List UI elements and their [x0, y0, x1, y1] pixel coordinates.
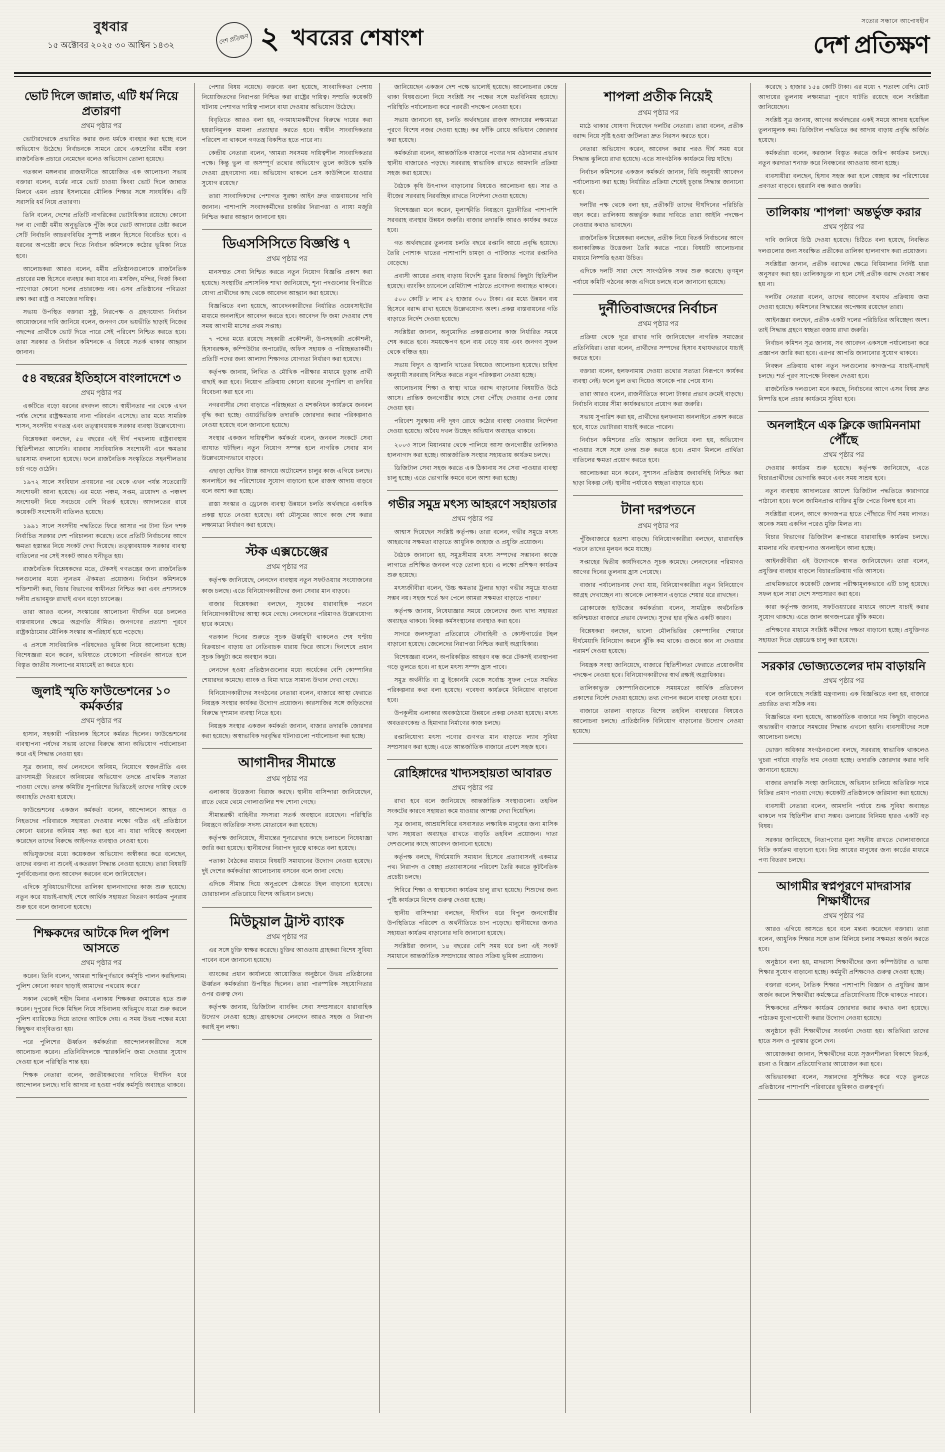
paragraph: মাঠে থাকার ঘোষণা দিয়েছেন দলটির নেতারা। তারা বলেন, প্রতীক বরাদ্দ নিয়ে সৃষ্টি হওয়া জটিলতা দ্রুত নিরসন করতে হবে।: [572, 122, 744, 140]
paragraph: ৫০০ কোটি ৮ লাখ ৫২ হাজার ৩০০ টাকা। এর মধ্যে উন্নয়ন ব্যয় হিসেবে বরাদ্দ রাখা হয়েছে উল্লেখযোগ্য অংশ। প্রকল্প বাস্তবায়নের গতি বাড়াতে নির্দেশ দেওয়া হয়েছে।: [387, 295, 558, 323]
article-byline: প্রথম পৃষ্ঠার পর: [266, 255, 308, 264]
paragraph: কর্তৃপক্ষ জানিয়েছে, সীমান্তের শূন্যরেখার কাছে চলাচলে নিষেধাজ্ঞা জারি করা হয়েছে। স্থানীয়দের নিরাপদ দূরত্বে থাকতে বলা হয়েছে।: [201, 835, 373, 853]
article-headline[interactable]: শাপলা প্রতীক নিয়েই: [604, 89, 712, 104]
article-headline[interactable]: জুলাই স্মৃতি ফাউন্ডেশনের ১০ কর্মকর্তার: [31, 684, 171, 714]
article-byline: প্রথম পৃষ্ঠার পর: [823, 676, 865, 685]
paragraph: দেওয়ার কার্যক্রম শুরু হয়েছে। কর্তৃপক্ষ জানিয়েছে, এতে বিচারপ্রার্থীদের ভোগান্তি কমবে এবং সময় সাশ্রয় হবে।: [758, 465, 929, 483]
article: [202, 83, 373, 230]
paragraph: ব্যবসায়ী নেতারা বলেন, আমদানি পর্যায়ে শুল্ক সুবিধা অব্যাহত থাকলে দাম স্থিতিশীল রাখা সম্ভব। ডলারের বিনিময় হারও একটি বড় বিষয়।: [758, 803, 929, 831]
paragraph: তারা সাংবাদিকদের পেশাগত সুরক্ষা আইন দ্রুত বাস্তবায়নের দাবি জানান। পাশাপাশি সংবাদকর্মীদের চাকরির নিরাপত্তা ও ন্যায্য মজুরি নিশ্চিত করার আহ্বান জানানো হয়।: [201, 193, 373, 221]
paragraph: এ প্রসঙ্গে সাংবিধানিক পরিষদেরও ভূমিকা নিয়ে আলোচনা হচ্ছে। বিশেষজ্ঞরা মনে করেন, ভবিষ্যতে যেকোনো পরিবর্তন আনতে হলে বিস্তৃত জাতীয় সংলাপের মাধ্যমেই তা করতে হবে।: [16, 642, 187, 670]
paragraph: ব্যবসায়ীরা বলছেন, হিসাব সহজ করা হলে স্বেচ্ছায় কর পরিশোধের প্রবণতা বাড়বে। হয়রানি বন্ধ করাও জরুরি।: [758, 173, 929, 191]
masthead-logo-block: [699, 14, 929, 67]
paragraph: সমুদ্র অর্থনীতি বা ব্লু ইকোনমি থেকে সর্বোচ্চ সুফল পেতে সমন্বিত পরিকল্পনার কথা বলা হয়েছে। গবেষণা কার্যক্রমে বিনিয়োগ বাড়ানো হবে।: [387, 677, 558, 705]
paragraph: গতকাল মঙ্গলবার রাজধানীতে আয়োজিত এক আলোচনা সভায় বক্তারা বলেন, ধর্মের নামে ভোট চাওয়া কিংবা ভোট দিলে জান্নাত মিলবে এমন প্রচার ইসলামের মৌলিক শিক্ষার সঙ্গে সাংঘর্ষিক। এটি সরাসরি ধর্ম নিয়ে প্রতারণা।: [16, 169, 187, 207]
article-byline: প্রথম পৃষ্ঠার পর: [266, 563, 308, 572]
paragraph: আশ্বাস দিয়েছেন সংশ্লিষ্ট কর্তৃপক্ষ। তারা বলেন, গভীর সমুদ্রে মৎস্য আহরণের সক্ষমতা বাড়াতে আধুনিক জাহাজ ও প্রযুক্তি প্রয়োজন।: [387, 528, 558, 546]
paragraph: গতকাল দিনের শুরুতে সূচক ঊর্ধ্বমুখী থাকলেও শেষ ঘণ্টায় বিক্রয়চাপ বাড়ায় তা নেতিবাচক ধারায় ফিরে আসে। দিনশেষে প্রধান সূচক কিছুটা কমে অবস্থান করে।: [201, 633, 373, 661]
logo-tagline: সত্যের সন্ধানে আপোষহীন: [861, 19, 929, 25]
article-separator: [202, 1039, 373, 1040]
article-headline[interactable]: আগামীর স্বপ্নপূরণে মাদরাসার শিক্ষার্থীদের: [776, 878, 911, 908]
article: [758, 879, 929, 1101]
paragraph: প্রক্রিয়া থেকে দূরে রাখার দাবি জানিয়েছেন নাগরিক সমাজের প্রতিনিধিরা। তারা বলেন, প্রার্থীদের সম্পদের হিসাব যথাযথভাবে যাচাই করতে হবে।: [572, 334, 744, 362]
article-byline: প্রথম পৃষ্ঠার পর: [80, 717, 122, 726]
paragraph: আইনজীবীরা এই উদ্যোগকে স্বাগত জানিয়েছেন। তারা বলেন, প্রযুক্তির ব্যবহার বাড়লে বিচারপ্রক্রিয়ায় গতি আসবে।: [758, 557, 929, 575]
article: [387, 766, 558, 970]
article-byline: প্রথম পৃষ্ঠার পর: [637, 521, 679, 530]
section-title: খবরের শেষাংশ: [291, 25, 424, 50]
article-body: [573, 122, 744, 288]
paragraph: আলোচকরা আরও বলেন, ধর্মীয় প্রতিষ্ঠানগুলোকে রাজনৈতিক প্রচারের মঞ্চ হিসেবে ব্যবহার করা যাবে না। মসজিদ, মন্দির, গির্জা কিংবা প্যাগোডা কোনো দলের প্রচারকেন্দ্র নয়। এসব প্রতিষ্ঠানের পবিত্রতা রক্ষা করা রাষ্ট্র ও সমাজের দায়িত্ব।: [16, 265, 187, 303]
paragraph: ৭ পদের মধ্যে রয়েছে সহকারী প্রকৌশলী, উপসহকারী প্রকৌশলী, হিসাবরক্ষক, কম্পিউটার অপারেটর, অফিস সহায়ক ও পরিচ্ছন্নতাকর্মী। প্রতিটি পদের জন্য আলাদা শিক্ষাগত যোগ্যতা নির্ধারণ করা হয়েছে।: [201, 335, 373, 363]
paragraph: বলে জানিয়েছে সংশ্লিষ্ট মন্ত্রণালয়। এক বিজ্ঞপ্তিতে বলা হয়, বাজারে প্রচারিত তথ্য সঠিক নয়।: [758, 690, 929, 708]
article-byline: প্রথম পৃষ্ঠার পর: [80, 122, 122, 130]
paragraph: নেতারা অভিযোগ করেন, আবেদন করার পরও দীর্ঘ সময় ধরে সিদ্ধান্ত ঝুলিয়ে রাখা হয়েছে। এতে সাংগঠনিক কার্যক্রমে বিঘ্ন ঘটছে।: [572, 145, 744, 164]
paragraph: সংশ্লিষ্টরা জানান, প্রতীক বরাদ্দের ক্ষেত্রে বিধিমালার নির্দিষ্ট ধারা অনুসরণ করা হয়। তালিকাভুক্ত না হলে সেই প্রতীক বরাদ্দ দেওয়া সম্ভব হয় না।: [758, 260, 929, 288]
paragraph: পতাকা বৈঠকের মাধ্যমে বিষয়টি সমাধানের উদ্যোগ নেওয়া হয়েছে। দুই দেশের কর্মকর্তারা আলোচনায় বসবেন বলে জানা গেছে।: [201, 858, 373, 876]
paragraph: বাজার তদারকি সংস্থা জানিয়েছে, অভিযান চালিয়ে অতিরিক্ত দামে বিক্রির প্রমাণ পাওয়া গেছে। কয়েকটি প্রতিষ্ঠানকে জরিমানা করা হয়েছে।: [758, 780, 929, 798]
paragraph: কর্মকর্তারা বলেন, করজাল বিস্তৃত করতে জরিপ কার্যক্রম চলছে। নতুন করদাতা শনাক্ত করে নিবন্ধনের আওতায় আনা হচ্ছে।: [758, 150, 929, 168]
article-byline: প্রথম পৃষ্ঠার পর: [823, 911, 865, 920]
paragraph: রাজনৈতিক বিশ্লেষকরা বলছেন, প্রতীক নিয়ে বিতর্ক নির্বাচনের আগে অনাকাঙ্ক্ষিত উত্তেজনা তৈরি করতে পারে। বিষয়টি আলোচনার মাধ্যমে নিষ্পত্তি হওয়া উচিত।: [572, 235, 744, 263]
paragraph: বক্তারা বলেন, নৈতিক শিক্ষার পাশাপাশি বিজ্ঞান ও প্রযুক্তির জ্ঞান অর্জন করলে শিক্ষার্থীরা কর্মক্ষেত্রে প্রতিযোগিতায় টিকে থাকতে পারবে।: [758, 981, 929, 999]
paragraph: নির্বাচন কমিশনের প্রতি আহ্বান জানিয়ে বলা হয়, অভিযোগ পাওয়ার সঙ্গে সঙ্গে তদন্ত শুরু করতে হবে। প্রমাণ মিললে প্রার্থিতা বাতিলের ক্ষমতা প্রয়োগ করতে হবে।: [572, 436, 744, 464]
article-headline[interactable]: স্টক এক্সচেঞ্জের: [245, 543, 329, 559]
paragraph: নতুন ব্যবস্থায় আদালতের আদেশ ডিজিটাল পদ্ধতিতে কারাগারে পাঠানো হবে। ফলে জামিনপ্রাপ্ত ব্যক্তির মুক্তি পেতে বিলম্ব হবে না।: [758, 488, 929, 506]
article-byline: প্রথম পৃষ্ঠার পর: [823, 451, 865, 460]
paragraph: বিজ্ঞপ্তিতে বলা হয়েছে, আন্তর্জাতিক বাজারে দাম কিছুটা বাড়লেও অভ্যন্তরীণ বাজারে সমন্বয়ের সিদ্ধান্ত এখনো হয়নি। ব্যবসায়ীদের সঙ্গে আলোচনা চলছে।: [758, 714, 929, 742]
paragraph: সূত্র জানায়, আশ্রয়শিবিরে বসবাসরত লক্ষাধিক মানুষের জন্য মাসিক খাদ্য সহায়তা অব্যাহত রাখতে বাড়তি তহবিল প্রয়োজন। দাতা দেশগুলোর কাছে আবেদন জানানো হয়েছে।: [387, 820, 558, 848]
paragraph: সভায় জানানো হয়, চলতি অর্থবছরের রাজস্ব আদায়ের লক্ষ্যমাত্রা পূরণে বিশেষ নজর দেওয়া হচ্ছে। কর ফাঁকি রোধে অভিযান জোরদার করা হয়েছে।: [387, 117, 558, 145]
article-separator: [758, 411, 929, 412]
article-separator: [202, 907, 373, 908]
article-separator: [573, 495, 744, 496]
paragraph: বাজারে তারল্য বাড়াতে বিশেষ তহবিল ব্যবহারের বিষয়েও আলোচনা চলছে। প্রাতিষ্ঠানিক বিনিয়োগ বাড়ানোর উদ্যোগ নেওয়া হয়েছে।: [572, 707, 744, 735]
masthead-rule-thick: [14, 72, 931, 74]
paragraph: শিক্ষকদের প্রশিক্ষণ কার্যক্রম জোরদার করার কথাও বলা হয়েছে। পাঠ্যক্রম যুগোপযোগী করার উদ্যোগ নেওয়া হয়েছে।: [758, 1005, 929, 1023]
paragraph: পেশার বিষয় নয়েছে। বক্তব্যে বলা হয়েছে, সাংবাদিকতা পেশায় নিয়োজিতদের নিরাপত্তা নিশ্চিত করা রাষ্ট্রের দায়িত্ব। সম্প্রতি কয়েকটি ঘটনায় পেশাগত দায়িত্ব পালনে বাধা দেওয়ার অভিযোগ উঠেছে।: [201, 84, 373, 112]
text-column: [380, 83, 566, 1413]
article-separator: [387, 759, 558, 760]
day-name: বুধবার: [93, 19, 129, 34]
article: [573, 89, 744, 295]
page-number: ২: [260, 22, 280, 55]
paragraph: ২০০৩ সালে মিয়ানমার থেকে পালিয়ে আসা জনগোষ্ঠীর তালিকাও হালনাগাদ করা হচ্ছে। আন্তর্জাতিক সংস্থার সহায়তায় কার্যক্রম চলছে।: [387, 441, 558, 459]
article-body: [202, 83, 373, 223]
paragraph: রাজনৈতিক দলগুলো মনে করছে, নির্বাচনের আগে এসব বিষয় দ্রুত নিষ্পত্তি হলে প্রচার কার্যক্রমে সুবিধা হবে।: [758, 386, 929, 404]
paragraph: রপ্তানিযোগ্য মৎস্য পণ্যের গুণগত মান বাড়াতে ল্যাব সুবিধা সম্প্রসারণ করা হচ্ছে। এতে আন্তর্জাতিক বাজারে প্রবেশ সহজ হবে।: [387, 733, 558, 751]
paragraph: নিবন্ধন প্রক্রিয়ায় থাকা নতুন দলগুলোর কাগজপত্র যাচাই-বাছাই চলছে। শর্ত পূরণ সাপেক্ষে নিবন্ধন দেওয়া হবে।: [758, 362, 929, 381]
paragraph: বাজার পর্যালোচনায় দেখা যায়, বিনিয়োগকারীরা নতুন বিনিয়োগে আগ্রহ দেখাচ্ছেন না। অনেকে লোকসান এড়াতে শেয়ার ধরে রাখছেন।: [572, 582, 744, 600]
article-body: [16, 402, 187, 671]
paragraph: এলাকায় উত্তেজনা বিরাজ করছে। স্থানীয় বাসিন্দারা জানিয়েছেন, রাতে থেমে থেমে গোলাগুলির শব্দ শোনা গেছে।: [201, 789, 373, 807]
paragraph: কর্তৃপক্ষ বলছে, দীর্ঘমেয়াদি সমাধান হিসেবে প্রত্যাবাসনই একমাত্র পথ। নিরাপদ ও স্বেচ্ছা প্রত্যাবাসনের পরিবেশ তৈরি করতে কূটনৈতিক প্রচেষ্টা চলছে।: [387, 853, 558, 881]
paragraph: কর্তৃপক্ষ জানিয়েছে, লেনদেন ব্যবস্থায় নতুন সফটওয়্যার সংযোজনের কাজ চলছে। এতে বিনিয়োগকারীদের জন্য সেবার মান বাড়বে।: [201, 577, 373, 595]
article-separator: [758, 652, 929, 653]
article-headline[interactable]: টানা দরপতনে: [621, 502, 696, 518]
paragraph: শিবিরে শিক্ষা ও স্বাস্থ্যসেবা কার্যক্রম চালু রাখা হয়েছে। শিশুদের জন্য পুষ্টি কার্যক্রমে বিশেষ গুরুত্ব দেওয়া হচ্ছে।: [387, 887, 558, 905]
column-grid: [14, 83, 931, 1413]
paragraph: অনুষ্ঠানে বলা হয়, মাদরাসা শিক্ষার্থীদের জন্য কম্পিউটার ও ভাষা শিক্ষার সুযোগ বাড়ানো হচ্ছে। কর্মমুখী প্রশিক্ষণেও গুরুত্ব দেওয়া হচ্ছে।: [758, 958, 929, 976]
paragraph: নগরবাসীর সেবা বাড়াতে পরিচ্ছন্নতা ও মশকনিধন কার্যক্রমে জনবল বৃদ্ধি করা হচ্ছে। ওয়ার্ডভিত্তিক তদারকি জোরদার করার পরিকল্পনাও নেওয়া হয়েছে বলে জানানো হয়েছে।: [201, 402, 373, 430]
article-separator: [202, 748, 373, 749]
paragraph: সকাল থেকেই শহীদ মিনার এলাকায় শিক্ষকরা জমায়েত হতে শুরু করেন। দুপুরের দিকে মিছিল নিয়ে সচিবালয় অভিমুখে যাত্রা শুরু করলে পুলিশ ব্যারিকেড দিয়ে তাদের আটকে দেয়। এ সময় উভয় পক্ষের মধ্যে কিছুক্ষণ বাগ্‌বিতণ্ডা হয়।: [16, 996, 187, 1034]
article: [16, 684, 187, 920]
paragraph: দলটির নেতারা বলেন, তাদের আবেদন যথাযথ প্রক্রিয়ায় জমা দেওয়া হয়েছে। কমিশনের সিদ্ধান্তের অপেক্ষায় রয়েছেন তারা।: [758, 293, 929, 311]
paragraph: উপকূলীয় এলাকার অবকাঠামো উন্নয়নে প্রকল্প নেওয়া হয়েছে। মৎস্য অবতরণকেন্দ্র ও হিমাগার নির্মাণের কাজ চলছে।: [387, 710, 558, 728]
paragraph: সীমান্তরক্ষী বাহিনীর সদস্যরা সতর্ক অবস্থানে রয়েছেন। পরিস্থিতি নিয়ন্ত্রণে অতিরিক্ত সদস্য মোতায়েন করা হয়েছে।: [201, 812, 373, 830]
article: [202, 914, 373, 1040]
article-separator: [387, 490, 558, 491]
paragraph: পরে পুলিশের ঊর্ধ্বতন কর্মকর্তারা আন্দোলনকারীদের সঙ্গে আলোচনা করেন। প্রতিনিধিদলকে স্মারকলিপি জমা দেওয়ার সুযোগ দেওয়া হলে পরিস্থিতি শান্ত হয়।: [16, 1039, 187, 1067]
paragraph: ব্যাংকের প্রধান কার্যালয়ে আয়োজিত অনুষ্ঠানে উভয় প্রতিষ্ঠানের ঊর্ধ্বতন কর্মকর্তারা উপস্থিত ছিলেন। তারা পারস্পরিক সহযোগিতার ওপর গুরুত্ব দেন।: [201, 970, 373, 998]
paragraph: বিচার বিভাগের ডিজিটাল রূপান্তরে ধারাবাহিক কার্যক্রম চলছে। মামলার নথি ব্যবস্থাপনাও অনলাইনে আনা হচ্ছে।: [758, 534, 929, 552]
article-body: [758, 83, 929, 192]
paragraph: তারা আরও বলেন, সংস্কারের আলোচনা দীর্ঘদিন ধরে চললেও বাস্তবায়নের ক্ষেত্রে অগ্রগতি সীমিত। জনগণের প্রত্যাশা পূরণে রাষ্ট্রকাঠামোর মৌলিক সংস্কার অপরিহার্য হয়ে পড়েছে।: [16, 608, 187, 636]
text-column: [751, 83, 931, 1413]
paragraph: সভায় বিদ্যুৎ ও জ্বালানি খাতের বিষয়েও আলোচনা হয়েছে। চাহিদা অনুযায়ী সরবরাহ নিশ্চিত করতে নতুন পরিকল্পনা নেওয়া হচ্ছে।: [387, 362, 558, 380]
paragraph: বিশেষজ্ঞরা বলেন, অপরিকল্পিত আহরণ বন্ধ করে টেকসই ব্যবস্থাপনা গড়ে তুলতে হবে। না হলে মৎস্য সম্পদ হ্রাস পাবে।: [387, 654, 558, 672]
article-body: [202, 576, 373, 742]
article: [202, 544, 373, 750]
paragraph: দলটির পক্ষ থেকে বলা হয়, প্রতীকটি তাদের দীর্ঘদিনের পরিচিতি বহন করে। তালিকায় অন্তর্ভুক্ত করার দাবিতে তারা আইনি পদক্ষেপ নেওয়ার কথাও ভাবছেন।: [572, 202, 744, 230]
article-body: [387, 528, 558, 753]
article-separator: [573, 743, 744, 744]
article-body: [16, 730, 187, 913]
article-separator: [758, 198, 929, 199]
article-separator: [758, 872, 929, 873]
article-headline[interactable]: মিউচুয়াল ট্রাস্ট ব্যাংক: [229, 913, 344, 929]
paragraph: নির্বাচন কমিশন সূত্র জানায়, সব আবেদন একসঙ্গে পর্যালোচনা করে প্রজ্ঞাপন জারি করা হবে। এরপর আপত্তি জানানোর সুযোগ থাকবে।: [758, 339, 929, 357]
article: [758, 659, 929, 873]
paragraph: সূত্র জানায়, অর্থ লেনদেনে অনিয়ম, নিয়োগে স্বজনপ্রীতি এবং ত্রাণসামগ্রী বিতরণে অনিয়মের অভিযোগ তদন্তে প্রাথমিক সত্যতা পাওয়া গেছে। তদন্ত কমিটির সুপারিশের ভিত্তিতেই তাদের দায়িত্ব থেকে অব্যাহতি দেওয়া হয়েছে।: [16, 764, 187, 802]
paragraph: আলোচকরা মনে করেন, সুশাসন প্রতিষ্ঠায় জবাবদিহি নিশ্চিত করা ছাড়া বিকল্প নেই। স্থানীয় পর্যায়েও স্বচ্ছতা বাড়াতে হবে।: [572, 470, 744, 488]
article-body: [573, 333, 744, 489]
article-body: [758, 690, 929, 866]
paragraph: সংশ্লিষ্ট সূত্র জানায়, আগের অর্থবছরের একই সময়ে আদায় হয়েছিল তুলনামূলক কম। ডিজিটাল পদ্ধতিতে কর আদায় বাড়ায় প্রবৃদ্ধি অর্জিত হয়েছে।: [758, 117, 929, 145]
article-headline[interactable]: শিক্ষকদের আটকে দিল পুলিশ আসতে: [33, 925, 170, 955]
paragraph: আয়োজকরা জানান, শিক্ষার্থীদের মধ্যে সৃজনশীলতা বিকাশে বিতর্ক, রচনা ও বিজ্ঞান প্রতিযোগিতার আয়োজন করা হবে।: [758, 1051, 929, 1069]
paragraph: প্রবাসী আয়ের প্রবাহ বাড়ায় বিদেশি মুদ্রার রিজার্ভ কিছুটা স্থিতিশীল হয়েছে। ব্যাংকিং চ্যানেলে রেমিট্যান্স পাঠাতে প্রণোদনা অব্যাহত থাকবে।: [387, 272, 558, 290]
article-separator: [16, 677, 187, 678]
paragraph: কর্তৃপক্ষ জানায়, নিষেধাজ্ঞার সময়ে জেলেদের জন্য খাদ্য সহায়তা অব্যাহত থাকবে। বিকল্প কর্মসংস্থানের ব্যবস্থাও করা হবে।: [387, 608, 558, 626]
paragraph: নিয়ন্ত্রক সংস্থা জানিয়েছে, বাজারে স্থিতিশীলতা ফেরাতে প্রয়োজনীয় পদক্ষেপ নেওয়া হবে। বিনিয়োগকারীদের স্বার্থ রক্ষাই অগ্রাধিকার।: [572, 661, 744, 679]
paragraph: এর সঙ্গে চুক্তি স্বাক্ষর করেছে। চুক্তির আওতায় গ্রাহকরা বিশেষ সুবিধা পাবেন বলে জানানো হয়েছে।: [201, 947, 373, 965]
article: [387, 497, 558, 760]
article: [573, 301, 744, 497]
article-headline[interactable]: ভোট দিলে জান্নাত, এটি ধর্ম নিয়ে প্রতারণা: [24, 89, 179, 118]
article-body: [387, 797, 558, 963]
article-body: [758, 464, 929, 646]
paragraph: আইনজ্ঞরা বলছেন, প্রতীক একটি দলের পরিচিতির অবিচ্ছেদ্য অংশ। তাই সিদ্ধান্ত গ্রহণে স্বচ্ছতা বজায় রাখা জরুরি।: [758, 316, 929, 334]
text-column: [566, 83, 752, 1413]
paragraph: সভায় উপস্থিত বক্তারা সুষ্ঠু, নিরপেক্ষ ও গ্রহণযোগ্য নির্বাচন আয়োজনের দাবি জানিয়ে বলেন, জনগণ যেন ভয়ভীতি ছাড়াই নিজের পছন্দের প্রার্থীকে ভোট দিতে পারে সেই পরিবেশ নিশ্চিত করতে হবে। তারা সরকার ও নির্বাচন কমিশনকে এ বিষয়ে সতর্ক থাকার আহ্বান জানান।: [16, 308, 187, 356]
article: [16, 89, 187, 365]
article: [758, 418, 929, 653]
article-body: [202, 268, 373, 530]
article-separator: [758, 1099, 929, 1100]
masthead-date-block: [16, 14, 206, 51]
article-body: [202, 788, 373, 900]
paragraph: জানিয়েছেন একজন দেশ পক্ষে ভালোই হয়েছে। আলোচনার কেন্দ্রে থাকা বিষয়গুলো নিয়ে সংশ্লিষ্ট সব পক্ষের সঙ্গে মতবিনিময় হয়েছে। পরিস্থিতি পর্যালোচনা করে পরবর্তী পদক্ষেপ নেওয়া হবে।: [387, 84, 558, 112]
newspaper-logo: দেশ প্রতিক্ষণ: [813, 33, 929, 59]
paragraph: বিশ্লেষকরা বলছেন, ৫৪ বছরের এই দীর্ঘ পথচলায় রাষ্ট্রব্যবস্থায় স্থিতিশীলতা আসেনি। বারবার সাংবিধানিক সংশোধনী এনে ক্ষমতার ভারসাম্য বদলানো হয়েছে। ফলে রাজনৈতিক সংস্কৃতিতে সহনশীলতার চর্চা গড়ে ওঠেনি।: [16, 436, 187, 474]
article-headline[interactable]: ডিএসসিসিতে বিজ্ঞপ্তি ৭: [222, 235, 352, 251]
paragraph: রাস্তা সংস্কার ও ড্রেনেজ ব্যবস্থা উন্নয়নে চলতি অর্থবছরে একাধিক প্রকল্প হাতে নেওয়া হয়েছে। বর্ষা মৌসুমের আগে কাজ শেষ করার লক্ষ্যমাত্রা নির্ধারণ করা হয়েছে।: [201, 501, 373, 529]
paragraph: গত অর্থবছরের তুলনায় চলতি বছরে রপ্তানি আয়ে প্রবৃদ্ধি হয়েছে। তৈরি পোশাক খাতের পাশাপাশি চামড়া ও পাটজাত পণ্যের রপ্তানিও বেড়েছে।: [387, 239, 558, 267]
article-separator: [16, 1097, 187, 1098]
paragraph: সপ্তাহের দ্বিতীয় কার্যদিবসেও সূচক কমেছে। লেনদেনের পরিমাণও আগের দিনের তুলনায় হ্রাস পেয়েছে।: [572, 559, 744, 577]
article-byline: প্রথম পৃষ্ঠার পর: [452, 783, 493, 792]
paragraph: পরিবেশ সুরক্ষায় নদী দূষণ রোধে কঠোর ব্যবস্থা নেওয়ার নির্দেশনা দেওয়া হয়েছে। অবৈধ দখল উচ্ছেদ অভিযান অব্যাহত থাকবে।: [387, 418, 558, 436]
article-headline[interactable]: গভীর সমুদ্র মৎস্য আহরণে সহায়তার: [388, 496, 557, 511]
article-separator: [573, 294, 744, 295]
paragraph: আরও এগিয়ে আসতে হবে বলে মন্তব্য করেছেন বক্তারা। তারা বলেন, আধুনিক শিক্ষার সঙ্গে তাল মিলিয়ে চলার সক্ষমতা অর্জন করতে হবে।: [758, 925, 929, 953]
paragraph: বিজ্ঞপ্তিতে বলা হয়েছে, আবেদনকারীদের নির্ধারিত ওয়েবসাইটের মাধ্যমে অনলাইনে আবেদন করতে হবে। আবেদন ফি জমা দেওয়ার শেষ সময় আগামী মাসের প্রথম সপ্তাহ।: [201, 302, 373, 330]
article: [16, 371, 187, 678]
article-byline: প্রথম পৃষ্ঠার পর: [637, 108, 679, 117]
masthead-center: [206, 14, 699, 65]
article-byline: প্রথম পৃষ্ঠার পর: [452, 514, 493, 523]
paragraph: বাজার বিশ্লেষকরা বলছেন, সূচকের ধারাবাহিক পতনে বিনিয়োগকারীদের আস্থা কমে গেছে। লেনদেনের পরিমাণও উল্লেখযোগ্য হারে কমেছে।: [201, 600, 373, 628]
paragraph: করেছে ১ হাজার ১৫৪ কোটি টাকা। এর মধ্যে ৭ শতাংশ বেশি। মোট আদায়ের তুলনায় লক্ষ্যমাত্রা পূরণে ঘাটতি রয়েছে বলে সংশ্লিষ্টরা জানিয়েছেন।: [758, 84, 929, 112]
masthead-rule-thin: [14, 76, 931, 77]
article-headline[interactable]: দুর্নীতিবাজদের নির্বাচন: [598, 300, 718, 316]
paragraph: অভিভাবকরা বলেন, সন্তানদের সুশিক্ষিত করে গড়ে তুলতে প্রতিষ্ঠানের পাশাপাশি পরিবারের ভূমিকাও গুরুত্বপূর্ণ।: [758, 1074, 929, 1092]
paragraph: বিনিয়োগকারীদের সংগঠনের নেতারা বলেন, বাজারে আস্থা ফেরাতে নিয়ন্ত্রক সংস্থার কার্যকর উদ্যোগ প্রয়োজন। কারসাজির সঙ্গে জড়িতদের বিরুদ্ধে দৃশ্যমান ব্যবস্থা নিতে হবে।: [201, 689, 373, 718]
article-byline: প্রথম পৃষ্ঠার পর: [823, 223, 865, 232]
paragraph: তালিকাভুক্ত কোম্পানিগুলোকে সময়মতো আর্থিক প্রতিবেদন প্রকাশের নির্দেশ দেওয়া হয়েছে। তথ্য গোপন করলে ব্যবস্থা নেওয়া হবে।: [572, 684, 744, 702]
paragraph: বক্তারা বলেন, হলফনামায় দেওয়া তথ্যের সত্যতা নিরূপণে কার্যকর ব্যবস্থা নেই। ফলে ভুল তথ্য দিয়েও অনেকে পার পেয়ে যান।: [572, 367, 744, 385]
paragraph: ভোক্তা অধিকার সংগঠনগুলো বলছে, সরবরাহ স্বাভাবিক থাকলেও খুচরা পর্যায়ে বাড়তি দাম নেওয়া হচ্ছে। তদারকি জোরদার করার দাবি জানানো হয়েছে।: [758, 747, 929, 775]
paragraph: ১৯৭২ সালে সংবিধান প্রণয়নের পর থেকে এখন পর্যন্ত সতেরোটি সংশোধনী আনা হয়েছে। এর মধ্যে পঞ্চম, সপ্তম, ত্রয়োদশ ও পঞ্চদশ সংশোধনী নিয়ে সবচেয়ে বেশি বিতর্ক হয়েছে। আদালতের রায়ে কয়েকটি সংশোধনী বাতিলও হয়েছে।: [16, 479, 187, 517]
paragraph: তারা আরও বলেন, রাজনীতিতে কালো টাকার প্রভাব ক্রমেই বাড়ছে। নির্বাচনি ব্যয়ের সীমা কার্যকরভাবে প্রয়োগ করা জরুরি।: [572, 390, 744, 408]
paragraph: এদিকে সুবিধাভোগীদের তালিকা হালনাগাদের কাজ শুরু হয়েছে। নতুন করে যাচাই-বাছাই শেষে আর্থিক সহায়তা বিতরণ কার্যক্রম পুনরায় শুরু হবে বলে জানানো হয়েছে।: [16, 883, 187, 911]
paragraph: নিয়ন্ত্রক সংস্থার একজন কর্মকর্তা জানান, বাজার তদারকি জোরদার করা হয়েছে। অস্বাভাবিক দরবৃদ্ধির ঘটনাগুলো পর্যালোচনা করা হচ্ছে।: [201, 723, 373, 741]
article-body: [758, 236, 929, 405]
paragraph: ব্রোকারেজ হাউজের কর্মকর্তারা বলেন, সামগ্রিক অর্থনৈতিক অনিশ্চয়তা বাজারে প্রভাব ফেলছে। সুদের হার বৃদ্ধিও একটি কারণ।: [572, 605, 744, 623]
article: [202, 755, 373, 907]
paragraph: একটিতে বড়ো ধরনের রদবদল আসে। স্বাধীনতার পর থেকে এখন পর্যন্ত দেশের রাষ্ট্রক্ষমতায় নানা পরিবর্তন এসেছে। তার মধ্যে সামরিক শাসন, সংসদীয় গণতন্ত্র এবং তত্ত্বাবধায়ক সরকার ব্যবস্থা উল্লেখযোগ্য।: [16, 402, 187, 431]
paragraph: লেনদেন হওয়া প্রতিষ্ঠানগুলোর মধ্যে অর্ধেকের বেশি কোম্পানির শেয়ারদর কমেছে। ব্যাংক ও বিমা খাতে সামান্য উত্থান দেখা গেছে।: [201, 666, 373, 684]
paragraph: এছাড়া হোল্ডিং ট্যাক্স আদায়ে অটোমেশন চালুর কাজ এগিয়ে চলছে। অনলাইনে কর পরিশোধের সুযোগ বাড়ানো হলে রাজস্ব আদায় বাড়বে বলে আশা করা হচ্ছে।: [201, 468, 373, 496]
article-body: [16, 135, 187, 358]
article-separator: [202, 229, 373, 230]
article-headline[interactable]: ৫৪ বছরের ইতিহাসে বাংলাদেশে ৩: [21, 370, 181, 385]
paragraph: সংশ্লিষ্টরা জানান, অনুমোদিত প্রকল্পগুলোর কাজ নির্ধারিত সময়ে শেষ করতে হবে। সময়ক্ষেপণ হলে ব্যয় বেড়ে যায় এবং জনগণ সুফল থেকে বঞ্চিত হয়।: [387, 329, 558, 357]
paragraph: এদিকে দলটি সারা দেশে সাংগঠনিক সফর শুরু করেছে। তৃণমূল পর্যায়ে কমিটি গঠনের কাজ এগিয়ে চলছে বলে জানানো হয়েছে।: [572, 268, 744, 286]
paragraph: এদিকে সীমান্ত দিয়ে অনুপ্রবেশ ঠেকাতে টহল বাড়ানো হয়েছে। চোরাচালান প্রতিরোধে বিশেষ অভিযান চলছে।: [201, 881, 373, 899]
paragraph: কর্তৃপক্ষ জানায়, ডিজিটাল ব্যাংকিং সেবা সম্প্রসারণে ধারাবাহিক উদ্যোগ নেওয়া হচ্ছে। গ্রাহকদের লেনদেন আরও সহজ ও নিরাপদ করাই মূল লক্ষ্য।: [201, 1003, 373, 1031]
paragraph: সাগরে জলদস্যুতা প্রতিরোধে নৌবাহিনী ও কোস্টগার্ডের টহল বাড়ানো হয়েছে। জেলেদের নিরাপত্তা নিশ্চিত করাই অগ্রাধিকার।: [387, 631, 558, 649]
article-headline[interactable]: অনলাইনে এক ক্লিকে জামিননামা পৌঁছে: [767, 418, 921, 448]
text-column: [14, 83, 195, 1413]
text-column: [195, 83, 381, 1413]
paragraph: সংস্থার একজন দায়িত্বশীল কর্মকর্তা বলেন, জনবল সংকটে সেবা ব্যাঘাত ঘটছিল। নতুন নিয়োগ সম্পন্ন হলে নাগরিক সেবার মান উল্লেখযোগ্যভাবে বাড়বে।: [201, 435, 373, 463]
paragraph: আলোচনায় শিক্ষা ও স্বাস্থ্য খাতে বরাদ্দ বাড়ানোর বিষয়টিও উঠে আসে। প্রান্তিক জনগোষ্ঠীর কাছে সেবা পৌঁছে দেওয়ার ওপর জোর দেওয়া হয়।: [387, 385, 558, 413]
paragraph: কর্তৃপক্ষ জানায়, লিখিত ও মৌখিক পরীক্ষার মাধ্যমে চূড়ান্ত প্রার্থী বাছাই করা হবে। নিয়োগ প্রক্রিয়ায় কোনো ধরনের সুপারিশ বা তদবির বিবেচনা করা হবে না।: [201, 368, 373, 396]
paragraph: বিবৃতিতে আরও বলা হয়, গণমাধ্যমকর্মীদের বিরুদ্ধে দায়ের করা হয়রানিমূলক মামলা প্রত্যাহার করতে হবে। স্বাধীন সাংবাদিকতার পরিবেশ না থাকলে গণতন্ত্র বিকশিত হতে পারে না।: [201, 117, 373, 145]
paragraph: রাজনৈতিক বিশ্লেষকদের মতে, টেকসই গণতন্ত্রের জন্য রাজনৈতিক দলগুলোর মধ্যে ন্যূনতম ঐকমত্য প্রয়োজন। নির্বাচন কমিশনকে শক্তিশালী করা, বিচার বিভাগের স্বাধীনতা নিশ্চিত করা এবং প্রশাসনকে দলীয় প্রভাবমুক্ত রাখাই এখন বড়ো চ্যালেঞ্জ।: [16, 565, 187, 603]
paragraph: কারা কর্তৃপক্ষ জানায়, সফটওয়্যারের মাধ্যমে আদেশ যাচাই করার সুযোগ থাকছে। এতে জাল কাগজপত্রের ঝুঁকি কমবে।: [758, 603, 929, 621]
paragraph: ১৯৯১ সালে সংসদীয় পদ্ধতিতে ফিরে আসার পর টানা তিন দশক নির্বাচিত সরকার দেশ পরিচালনা করেছে। তবে প্রতিটি নির্বাচনের আগে ক্ষমতা হস্তান্তর নিয়ে সংকট দেখা দিয়েছে। তত্ত্বাবধায়ক সরকার ব্যবস্থা বাতিলের পর সেই সংকট আরও ঘনীভূত হয়।: [16, 522, 187, 560]
article: [758, 205, 929, 412]
article-headline[interactable]: রোহিঙ্গাদের খাদ্যসহায়তা আবারত: [393, 765, 552, 780]
paragraph: ডিজিটাল সেবা সহজ করতে এক ঠিকানায় সব সেবা পাওয়ার ব্যবস্থা চালু হচ্ছে। এতে ভোগান্তি কমবে বলে আশা করা হচ্ছে।: [387, 464, 558, 482]
article: [573, 502, 744, 744]
paragraph: পুঁজিবাজারে হতাশা বাড়ছে। বিনিয়োগকারীরা বলছেন, ধারাবাহিক পতনে তাদের মূলধন কমে যাচ্ছে।: [572, 535, 744, 554]
paragraph: ভোটারদেরকে প্রভাবিত করার জন্য ধর্মকে ব্যবহার করা হচ্ছে বলে অভিযোগ উঠেছে। নির্বাচনকে সামনে রেখে একশ্রেণির ধর্মীয় বক্তা রাজনৈতিক প্রচারে নেমেছেন বলেও অভিযোগ তোলা হয়েছে।: [16, 136, 187, 164]
article-body: [758, 925, 929, 1094]
paragraph: সংশ্লিষ্টরা জানান, ১৪ বছরের বেশি সময় ধরে চলা এই সংকট সমাধানে আন্তর্জাতিক সম্প্রদায়ের আরও সক্রিয় ভূমিকা প্রয়োজন।: [387, 943, 558, 961]
paragraph: তিনি বলেন, দেশের প্রতিটি নাগরিকের ভোটাধিকার রয়েছে। কোনো দল বা গোষ্ঠী ধর্মীয় অনুভূতিকে পুঁজি করে ভোট আদায়ের চেষ্টা করলে সেটি নির্বাচনি আচরণবিধির সুস্পষ্ট লঙ্ঘন হিসেবে বিবেচিত হবে। এ ধরনের অপচেষ্টা রুখে দিতে নির্বাচন কমিশনকে কঠোর ভূমিকা নিতে হবে।: [16, 212, 187, 260]
article: [758, 83, 929, 199]
article-byline: প্রথম পৃষ্ঠার পর: [637, 320, 679, 329]
article-body: [387, 83, 558, 484]
article: [202, 236, 373, 538]
paragraph: প্রাথমিকভাবে কয়েকটি জেলায় পরীক্ষামূলকভাবে এটি চালু হয়েছে। সফল হলে সারা দেশে সম্প্রসারণ করা হবে।: [758, 580, 929, 598]
article-body: [573, 535, 744, 737]
paragraph: অভিযুক্তদের মধ্যে কয়েকজন অভিযোগ অস্বীকার করে বলেছেন, তাদের বক্তব্য না শুনেই একতরফা সিদ্ধান্ত নেওয়া হয়েছে। তারা বিষয়টি পুনর্বিবেচনার জন্য আবেদন করবেন বলে জানিয়েছেন।: [16, 850, 187, 878]
paragraph: বৈঠকে জানানো হয়, সমুদ্রসীমায় মৎস্য সম্পদের সম্ভাবনা কাজে লাগাতে প্রশিক্ষিত জনবল গড়ে তোলা হবে। এ লক্ষ্যে প্রশিক্ষণ কার্যক্রম শুরু হয়েছে।: [387, 551, 558, 579]
paragraph: রাখা হবে বলে জানিয়েছে আন্তর্জাতিক সংস্থাগুলো। তহবিল সংকটের কারণে সহায়তা কমে যাওয়ার আশঙ্কা দেখা দিয়েছিল।: [387, 797, 558, 815]
paragraph: কেন্দ্রীয় নেতারা বলেন, 'আমরা সবসময় দায়িত্বশীল সাংবাদিকতার পক্ষে। কিন্তু ভুল বা অসম্পূর্ণ তথ্যের অভিযোগ তুলে কাউকে হুমকি দেওয়া গ্রহণযোগ্য নয়। অভিযোগ থাকলে প্রেস কাউন্সিলে যাওয়ার সুযোগ রয়েছে।': [201, 150, 373, 188]
seal-stamp-icon: দেশ প্রতিক্ষণ: [213, 18, 256, 61]
paragraph: বিশ্লেষকরা বলছেন, ভালো মৌলভিত্তির কোম্পানির শেয়ারে দীর্ঘমেয়াদি বিনিয়োগ করলে ঝুঁকি কম থাকে। গুজবে কান না দেওয়ার পরামর্শ দেওয়া হয়েছে।: [572, 628, 744, 656]
article-separator: [16, 364, 187, 365]
article-byline: প্রথম পৃষ্ঠার পর: [266, 775, 308, 784]
article-headline[interactable]: আগানীদর সীমান্তে: [238, 755, 336, 771]
article-separator: [202, 537, 373, 538]
article-byline: প্রথম পৃষ্ঠার পর: [266, 933, 308, 942]
paragraph: শিক্ষক নেতারা বলেন, জাতীয়করণের দাবিতে দীর্ঘদিন ধরে আন্দোলন চলছে। দাবি আদায় না হওয়া পর্যন্ত কর্মসূচি অব্যাহত থাকবে।: [16, 1072, 187, 1090]
paragraph: ফাউন্ডেশনের একজন কর্মকর্তা বলেন, আন্দোলনে আহত ও নিহতদের পরিবারকে সহায়তা দেওয়ার লক্ষ্যে গঠিত এই প্রতিষ্ঠানে কোনো ধরনের অনিয়ম সহ্য করা হবে না। যারা দায়িত্বে অবহেলা করেছেন তাদের বিরুদ্ধে আইনগত ব্যবস্থাও নেওয়া হবে।: [16, 807, 187, 845]
paragraph: বিশেষজ্ঞরা মনে করেন, মূল্যস্ফীতি নিয়ন্ত্রণে মুদ্রানীতির পাশাপাশি সরবরাহ ব্যবস্থার উন্নয়ন জরুরি। বাজার তদারকি আরও কার্যকর করতে হবে।: [387, 206, 558, 234]
article-separator: [387, 968, 558, 969]
article-separator: [16, 919, 187, 920]
article-body: [202, 946, 373, 1032]
paragraph: হাসান, সহকারী পরিচালক হিসেবে কর্মরত ছিলেন। ফাউন্ডেশনের ব্যবস্থাপনা পর্ষদের সভায় তাদের বিরুদ্ধে আনা অভিযোগ পর্যালোচনা করে এই সিদ্ধান্ত নেওয়া হয়।: [16, 731, 187, 759]
paragraph: প্রশিক্ষণের মাধ্যমে সংশ্লিষ্ট কর্মীদের দক্ষতা বাড়ানো হচ্ছে। প্রযুক্তিগত সহায়তা দিতে হেল্পডেস্ক চালু করা হয়েছে।: [758, 626, 929, 644]
article: [387, 83, 558, 491]
paragraph: বৈঠকে কৃষি উৎপাদন বাড়ানোর বিষয়েও আলোচনা হয়। সার ও বীজের সরবরাহ নিরবচ্ছিন্ন রাখতে নির্দেশনা দেওয়া হয়েছে।: [387, 183, 558, 201]
paragraph: মানসম্মত সেবা নিশ্চিত করতে নতুন নিয়োগ বিজ্ঞপ্তি প্রকাশ করা হয়েছে। সংস্থাটির প্রশাসনিক শাখা জানিয়েছে, শূন্য পদগুলোর বিপরীতে যোগ্য প্রার্থীদের কাছ থেকে আবেদন আহ্বান করা হয়েছে।: [201, 269, 373, 297]
article-body: [16, 972, 187, 1092]
article: [16, 926, 187, 1099]
paragraph: করেন। তিনি বলেন, 'আমরা শান্তিপূর্ণভাবে কর্মসূচি পালন করছিলাম। পুলিশ কোনো কারণ ছাড়াই আমাদের পথরোধ করে।': [16, 972, 187, 990]
paragraph: মৎস্যজীবীরা বলেন, 'উচ্চ ক্ষমতার ট্রলার ছাড়া গভীর সমুদ্রে যাওয়া সম্ভব নয়। সহজ শর্তে ঋণ পেলে আমরা সক্ষমতা বাড়াতে পারব।': [387, 584, 558, 602]
publication-date: ১৫ অক্টোবর ২০২৫ ৩০ আশ্বিন ১৪৩২: [47, 39, 175, 50]
paragraph: নির্বাচন কমিশনের একজন কর্মকর্তা জানান, বিধি অনুযায়ী আবেদন পর্যালোচনা করা হচ্ছে। নির্ধারিত প্রক্রিয়া শেষেই চূড়ান্ত সিদ্ধান্ত জানানো হবে।: [572, 169, 744, 197]
masthead: [14, 10, 931, 69]
paragraph: সভায় সুপারিশ করা হয়, প্রার্থীদের হলফনামা অনলাইনে প্রকাশ করতে হবে, যাতে ভোটাররা যাচাই করতে পারেন।: [572, 413, 744, 431]
paragraph: অনুষ্ঠানে কৃতী শিক্ষার্থীদের সংবর্ধনা দেওয়া হয়। অতিথিরা তাদের হাতে সনদ ও পুরস্কার তুলে দেন।: [758, 1028, 929, 1046]
paragraph: দাবি জানিয়ে চিঠি দেওয়া হয়েছে। চিঠিতে বলা হয়েছে, নিবন্ধিত দলগুলোর জন্য সংরক্ষিত প্রতীকের তালিকা হালনাগাদ করা প্রয়োজন।: [758, 237, 929, 255]
article-headline[interactable]: সরকার ভোজ্যতেলের দাম বাড়ায়নি: [761, 658, 926, 673]
paragraph: কর্মকর্তারা বলেন, আন্তর্জাতিক বাজারে পণ্যের দাম ওঠানামার প্রভাব স্থানীয় বাজারেও পড়ছে। সরবরাহ স্বাভাবিক রাখতে আমদানি প্রক্রিয়া সহজ করা হয়েছে।: [387, 150, 558, 178]
paragraph: সরকার জানিয়েছে, নিত্যপণ্যের মূল্য সহনীয় রাখতে খোলাবাজারে বিক্রি কার্যক্রম বাড়ানো হবে। নিম্ন আয়ের মানুষের জন্য কার্ডের মাধ্যমে পণ্য বিতরণ চলছে।: [758, 836, 929, 864]
article-byline: প্রথম পৃষ্ঠার পর: [80, 958, 122, 967]
paragraph: স্থানীয় বাসিন্দারা বলছেন, দীর্ঘদিন ধরে বিপুল জনগোষ্ঠীর উপস্থিতিতে পরিবেশ ও অর্থনীতিতে চাপ পড়েছে। স্থানীয়দের জন্যও সহায়তা কার্যক্রম বাড়ানোর দাবি জানানো হয়েছে।: [387, 910, 558, 938]
paragraph: সংশ্লিষ্টরা বলেন, আগে কাগজপত্র হাতে পৌঁছাতে দীর্ঘ সময় লাগত। অনেক সময় একদিন পরেও মুক্তি মিলত না।: [758, 511, 929, 529]
article-headline[interactable]: তালিকায় 'শাপলা' অন্তর্ভুক্ত করার: [766, 205, 922, 220]
article-byline: প্রথম পৃষ্ঠার পর: [80, 388, 122, 397]
